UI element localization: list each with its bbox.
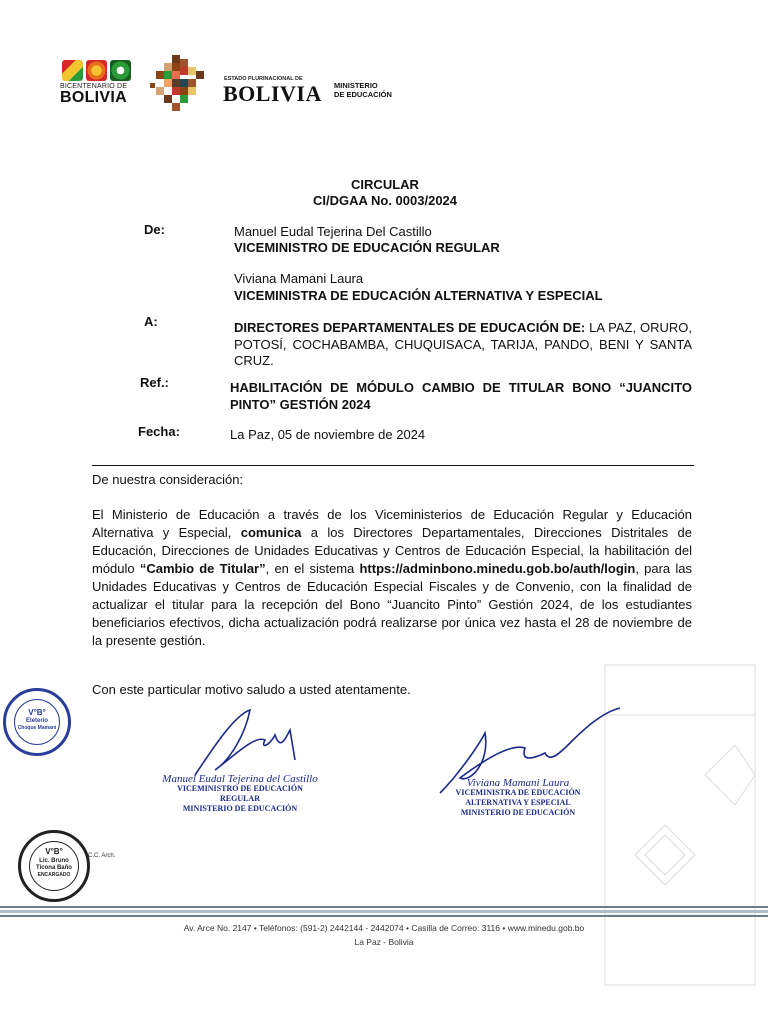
a-label: A: <box>144 314 158 329</box>
de-role-2: VICEMINISTRA DE EDUCACIÓN ALTERNATIVA Y ESPECIAL <box>234 288 603 303</box>
fecha-text: La Paz, 05 de noviembre de 2024 <box>230 427 426 442</box>
stamp-black-line2: Ticona Baño <box>36 865 72 871</box>
bicentenario-icons <box>62 60 140 81</box>
stamp-name: Eleterio <box>25 718 48 724</box>
ministerio-line1: MINISTERIO <box>334 81 378 90</box>
footer-address: Av. Arce No. 2147 • Teléfonos: (591-2) 2442144 - 2442074 • Casilla de Correo: 3116 • www.minedu.gob.bo <box>183 923 585 933</box>
stamp-black-vobo: V°B° <box>45 847 63 856</box>
bicentenario-icon-1 <box>62 60 83 81</box>
separator-line <box>92 465 694 466</box>
estado-plurinacional-label: ESTADO PLURINACIONAL DE <box>224 76 303 82</box>
stamp-vobo: V°B° <box>28 708 46 717</box>
bicentenario-icon-3 <box>110 60 131 81</box>
estado-plurinacional-logo <box>150 55 410 115</box>
vobo-stamp-black <box>18 830 90 902</box>
fecha-label: Fecha: <box>138 424 180 439</box>
body-bold-1: comunica <box>240 525 302 540</box>
ministerio-label <box>334 82 392 99</box>
bicentenario-icon-2 <box>86 60 107 81</box>
estado-bolivia: BOLIVIA <box>223 81 322 106</box>
body-bold-2: “Cambio de Titular” <box>139 561 266 576</box>
bicentenario-bolivia: BOLIVIA <box>60 89 127 106</box>
cc-archive: C.C. Arch. <box>88 853 116 859</box>
vobo-stamp-blue <box>3 688 71 756</box>
signature-2-role-1: VICEMINISTRA DE EDUCACIÓN <box>455 788 581 797</box>
signature-2-name: Viviana Mamani Laura <box>466 777 570 789</box>
a-recipients-rest: LA PAZ, ORURO, POTOSÍ, COCHABAMBA, CHUQUISACA, TARIJA, PANDO, BENI Y SANTA CRUZ. <box>234 320 693 368</box>
signature-2-org: MINISTERIO DE EDUCACIÓN <box>460 808 576 817</box>
de-role-1: VICEMINISTRO DE EDUCACIÓN REGULAR <box>234 240 500 255</box>
stamp-black-line3: ENCARGADO <box>37 872 71 878</box>
body-part-4: , para las Unidades Educativas y Centros de Educación Especial Fiscales y de Convenio, con la finalidad de actualizar el titular para la recepción del Bono “Juancito Pinto” Gestión 2024, de los estudiantes beneficiarios efectivos, dicha actualización podrá realizarse por única vez hasta el 28 de noviembre de la presente gestión. <box>92 561 692 648</box>
body-part-1: El Ministerio de Educación a través de los Viceministerios de Educación Regular y Educación Alternativa y Especial, <box>92 507 692 540</box>
signature-1-role: VICEMINISTRO DE EDUCACIÓN REGULAR <box>177 784 303 803</box>
bolivia-mosaic-icon <box>150 55 220 115</box>
signature-1-org: MINISTERIO DE EDUCACIÓN <box>182 804 298 813</box>
signature-1-caption <box>160 774 320 814</box>
ref-label: Ref.: <box>140 375 169 390</box>
footer-city: La Paz - Bolivia <box>354 937 414 947</box>
de-name-1: Manuel Eudal Tejerina Del Castillo <box>234 224 432 239</box>
bicentenario-label: BICENTENARIO DE <box>60 83 128 90</box>
body-link: https://adminbono.minedu.gob.bo/auth/login <box>359 561 636 576</box>
ref-text: HABILITACIÓN DE MÓDULO CAMBIO DE TITULAR BONO “JUANCITO PINTO” GESTIÓN 2024 <box>230 380 692 412</box>
signature-2-role-2: ALTERNATIVA Y ESPECIAL <box>465 798 571 807</box>
signature-1-name: Manuel Eudal Tejerina del Castillo <box>162 773 318 785</box>
stamp-black-line1: Lic. Bruno <box>39 858 69 864</box>
document-number: CI/DGAA No. 0003/2024 <box>312 193 458 208</box>
body-part-2: a los Directores Departamentales, Direcciones Distritales de Educación, Direcciones de Unidades Educativas y Centros de Educación Especial, la habilitación del módulo <box>92 525 692 576</box>
ministerio-line2: DE EDUCACIÓN <box>334 89 392 99</box>
bicentenario-logo <box>60 60 140 112</box>
closing-text: Con este particular motivo saludo a usted atentamente. <box>92 682 411 697</box>
de-label: De: <box>144 222 165 237</box>
signature-2-caption <box>438 778 598 818</box>
body-paragraph <box>92 506 692 650</box>
footer-band <box>0 906 768 918</box>
stamp-name-2: Choque Mamani <box>17 725 57 731</box>
document-title: CIRCULAR <box>351 177 419 192</box>
a-recipients-bold: DIRECTORES DEPARTAMENTALES DE EDUCACIÓN DE: <box>234 320 586 335</box>
body-part-3: , en el sistema <box>265 561 360 576</box>
salutation: De nuestra consideración: <box>92 472 244 487</box>
a-recipients <box>234 320 692 370</box>
de-name-2: Viviana Mamani Laura <box>234 271 364 286</box>
